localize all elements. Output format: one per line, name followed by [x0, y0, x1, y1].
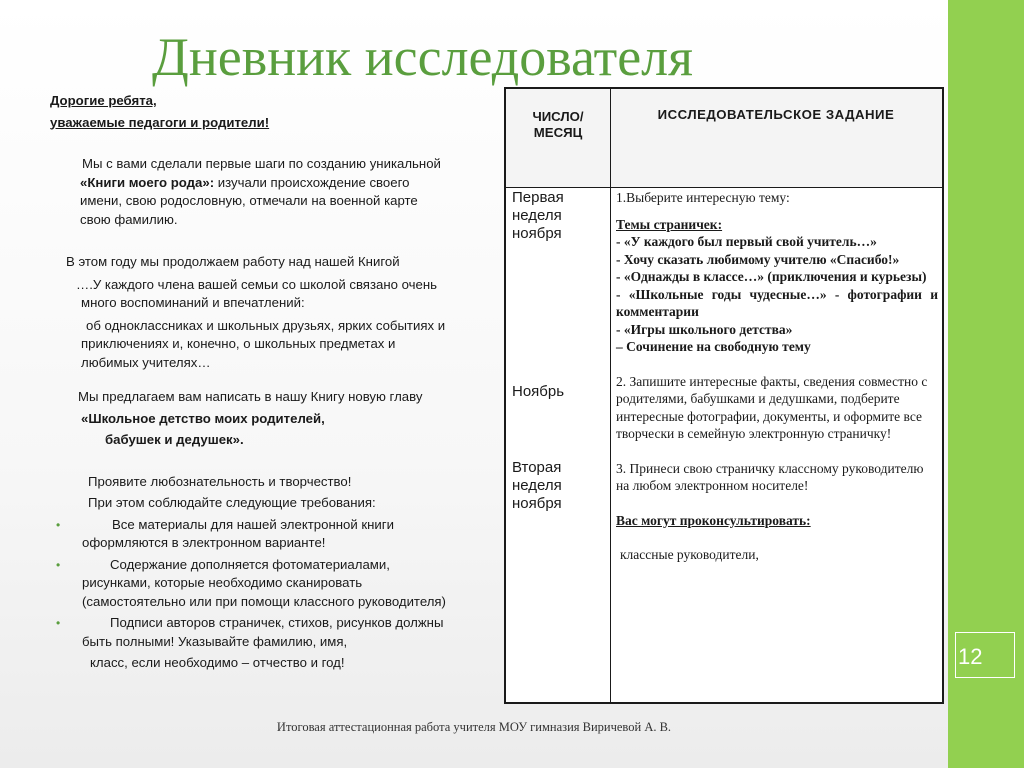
task-3: 3. Принеси свою страничку классному руководителю на любом электронном носителе! — [616, 460, 924, 493]
theme-item: – Сочинение на свободную тему — [616, 339, 811, 354]
chapter-name-2: бабушек и дедушек». — [105, 432, 244, 447]
consult-title: Вас могут проконсультировать: — [616, 512, 811, 528]
bullet-icon: • — [56, 616, 61, 630]
paragraph-intro-line2 — [50, 174, 500, 193]
chapter-name-1: «Школьное детство моих родителей, — [81, 410, 325, 426]
bullet-icon: • — [56, 517, 61, 532]
theme-item: - «У каждого был первый свой учитель…» — [616, 234, 877, 249]
paragraph-memories-4: приключениях и, конечно, о школьных предметах и — [81, 336, 396, 351]
paragraph-proposal: Мы предлагаем вам написать в нашу Книгу новую главу — [78, 389, 423, 404]
theme-item: - Хочу сказать любимому учителю «Спасибо!» — [616, 251, 900, 267]
requirement-line: Все материалы для нашей электронной книги — [112, 516, 394, 532]
requirement-line: (самостоятельно или при помощи классного руководителя) — [82, 593, 446, 609]
footer-text: Итоговая аттестационная работа учителя МОУ гимназия Виричевой А. В. — [276, 720, 672, 734]
theme-item: - «Игры школьного детства» — [616, 321, 793, 337]
paragraph-curiosity: Проявите любознательность и творчество! — [88, 473, 352, 489]
requirement-line: класс, если необходимо – отчество и год! — [90, 655, 345, 670]
paragraph-requirements: При этом соблюдайте следующие требования: — [88, 495, 376, 510]
paragraph-memories-2: много воспоминаний и впечатлений: — [81, 295, 305, 310]
header-date: ЧИСЛО/ МЕСЯЦ — [532, 109, 584, 140]
bullet-icon: • — [56, 557, 61, 572]
paragraph-memories-3: об одноклассниках и школьных друзьях, ярких событиях и — [86, 317, 446, 333]
intro-rest: изучали происхождение своего — [214, 174, 410, 190]
requirement-line: Содержание дополняется фотоматериалами, — [110, 556, 390, 572]
paragraph-intro-line4: свою фамилию. — [80, 211, 178, 227]
requirement-line: быть полными! Указывайте фамилию, имя, — [82, 633, 348, 649]
requirements-list — [50, 516, 500, 673]
task-column — [616, 189, 938, 564]
date-november: Ноябрь — [512, 383, 565, 400]
date-second-week: Вторая неделя ноября — [512, 459, 562, 512]
paragraph-intro-line3: имени, свою родословную, отмечали на военной карте — [80, 193, 418, 208]
requirement-item — [50, 614, 500, 673]
task-1: 1.Выберите интересную тему: — [616, 190, 790, 205]
book-name: «Книги моего рода»: — [80, 174, 215, 190]
theme-item: - «Однажды в классе…» (приключения и курьезы) — [616, 269, 927, 284]
paragraph-this-year: В этом году мы продолжаем работу над нашей Книгой — [66, 254, 400, 269]
research-task-table — [504, 87, 944, 704]
slide-title: Дневник исследователя — [152, 27, 693, 87]
column-divider — [610, 89, 611, 702]
date-first-week: Первая неделя ноября — [512, 189, 564, 242]
header-task: ИССЛЕДОВАТЕЛЬСКОЕ ЗАДАНИЕ — [657, 107, 895, 122]
paragraph-memories-5: любимых учителях… — [81, 354, 211, 370]
task-2: 2. Запишите интересные факты, сведения совместно с родителями, бабушками и дедушками, подберите интересные фотографии, документы, и оформите все творчески в семейную электронную страничку! — [616, 373, 928, 441]
themes-title: Темы страничек: — [616, 216, 723, 232]
letter-text — [50, 92, 500, 673]
requirement-line: оформляются в электронном варианте! — [82, 535, 326, 550]
requirement-line: рисунками, которые необходимо сканировать — [82, 575, 363, 590]
page-number: 12 — [958, 644, 983, 669]
requirement-item — [50, 556, 500, 612]
requirement-line: Подписи авторов страничек, стихов, рисунков должны — [110, 615, 444, 630]
consult-text: классные руководители, — [620, 547, 759, 562]
paragraph-memories-1: ….У каждого члена вашей семьи со школой связано очень — [76, 276, 438, 292]
greeting-line-2: уважаемые педагоги и родители! — [50, 114, 270, 130]
requirement-item — [50, 516, 500, 553]
greeting-line-1: Дорогие ребята, — [50, 93, 157, 108]
paragraph-intro: Мы с вами сделали первые шаги по созданию уникальной — [82, 156, 441, 171]
theme-item: - «Школьные годы чудесные…» - фотографии и комментарии — [616, 286, 938, 319]
